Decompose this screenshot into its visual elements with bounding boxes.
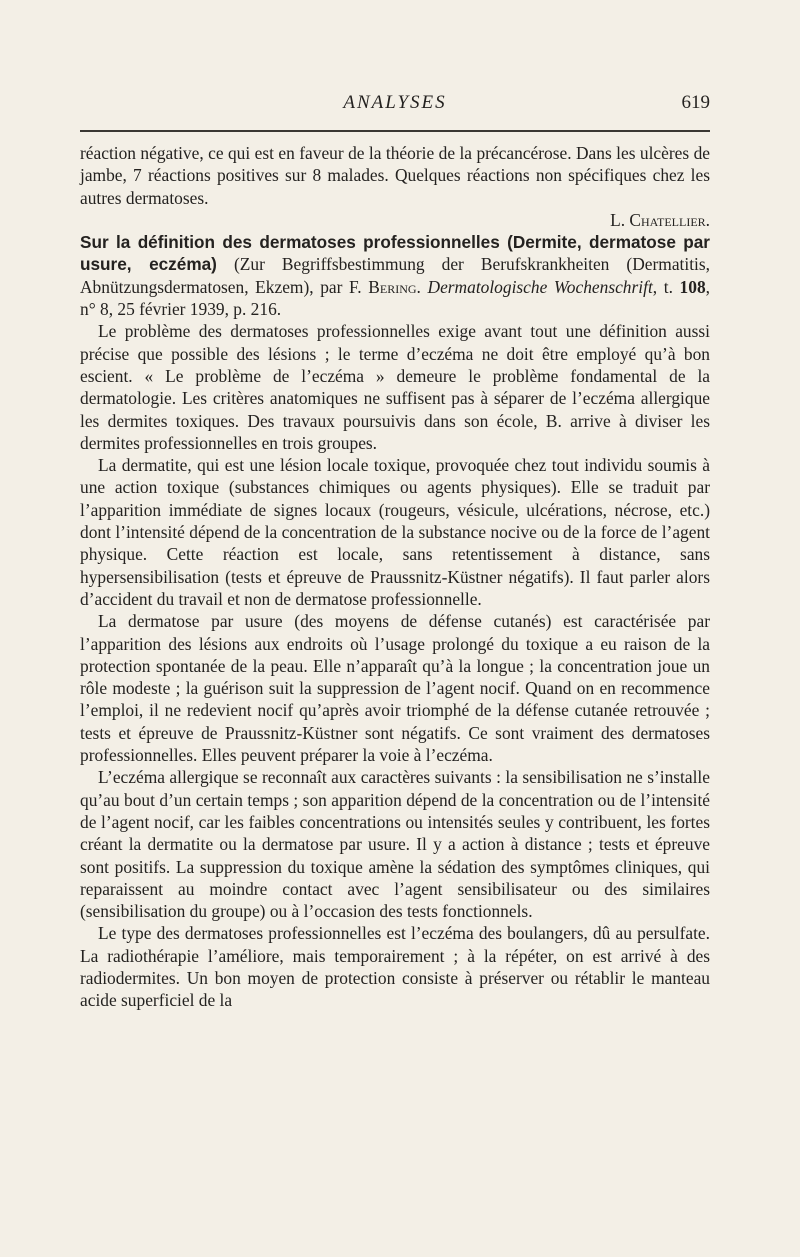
previous-article-signature: L. Chatellier. [610, 209, 710, 230]
reference-prefix: , t. [652, 276, 680, 297]
page-number: 619 [681, 92, 710, 113]
article-title: Sur la définition des dermatoses professionnelles (Dermite, dermatose par usure, eczéma) [80, 232, 710, 275]
paragraph: Le problème des dermatoses professionnelles exige avant tout une définition aussi précise que possible des lésions ; le terme d’eczéma ne doit être employé qu’à bon escient. « Le problème de l’eczéma » demeure le problème fondamental de la dermatologie. Les critères anatomiques ne suffisent pas à séparer de l’eczéma allergique les dermites toxiques. Des travaux poursuivis dans son école, B. arrive à diviser les dermites professionnelles en trois groupes. [80, 321, 710, 453]
journal-name: Dermatologische Wochenschrift [427, 276, 653, 297]
page-header [80, 92, 710, 122]
header-rule [80, 130, 710, 132]
running-title: ANALYSES [343, 92, 447, 113]
article-heading [80, 231, 710, 320]
paragraph: La dermatose par usure (des moyens de défense cutanés) est caractérisée par l’apparition des lésions aux endroits où l’usage prolongé du toxique a eu raison de la protection spontanée de la peau. Elle n’apparaît qu’à la longue ; la concentration joue un rôle modeste ; la guérison suit la suppression de l’agent nocif. Quand on en recommence l’emploi, il ne redevient nocif qu’après avoir triomphé de la défense cutanée retrouvée ; tests et épreuve de Praussnitz-Küstner sont négatifs. Ce sont vraiment des dermatoses professionnelles. Elles peuvent préparer la voie à l’eczéma. [80, 611, 710, 766]
reference-details: , n° 8, 25 février 1939, p. 216. [80, 276, 710, 320]
paragraph: L’eczéma allergique se reconnaît aux caractères suivants : la sensibilisation ne s’installe qu’au bout d’un certain temps ; son apparition dépend de la concentration ou de l’intensité de l’agent nocif, car les faibles concentrations ou intensités seules y contribuent, les fortes créant la dermatite ou la dermatose par usure. Il y a action à distance ; tests et épreuve sont positifs. La suppression du toxique amène la sédation des symptômes cliniques, qui reparaissent au moindre contact avec l’agent sensibilisateur ou des similaires (sensibilisation du groupe) ou à l’occasion des tests fonctionnels. [80, 767, 710, 922]
journal-volume: 108 [679, 276, 706, 297]
page-body [80, 142, 710, 1012]
paragraph: La dermatite, qui est une lésion locale toxique, provoquée chez tout individu soumis à une action toxique (substances chimiques ou agents physiques). Elle se traduit par l’apparition immédiate de signes locaux (rougeurs, vésicule, ulcérations, nécrose, etc.) dont l’intensité dépend de la concentration de la substance nocive ou de la force de l’agent physique. Cette réaction est locale, sans retentissement à distance, sans hypersensibilisation (tests et épreuve de Praussnitz-Küstner négatifs). Il faut parler alors d’accident du travail et non de dermatose professionnelle. [80, 455, 710, 609]
article-author: Bering [368, 276, 417, 297]
previous-article-ending: réaction négative, ce qui est en faveur de la théorie de la précancérose. Dans les ulcères de jambe, 7 réactions positives sur 8 malades. Quelques réactions non spécifiques chez les autres dermatoses. [80, 143, 710, 208]
article-separator: . [416, 276, 428, 297]
article-translation: (Zur Begriffsbestimmung der Berufskrankheiten (Dermatitis, Abnützungsdermatosen, Ekzem), par F. [80, 254, 710, 297]
paragraph: Le type des dermatoses professionnelles est l’eczéma des boulangers, dû au persulfate. La radiothérapie l’améliore, mais temporairement ; à la répéter, on est arrivé à des radiodermites. Un bon moyen de protection consiste à préserver ou rétablir le manteau acide superficiel de la [80, 923, 710, 1011]
